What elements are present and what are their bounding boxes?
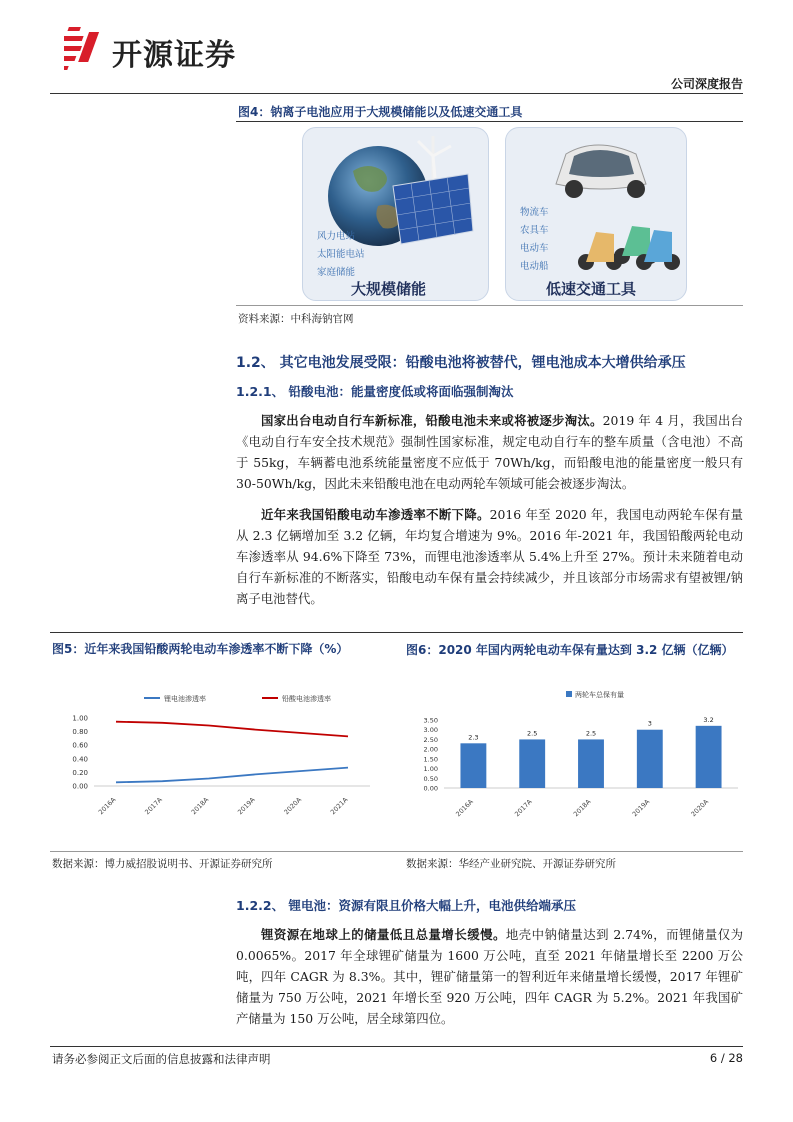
y-tick-label: 3.00 <box>423 726 438 735</box>
figure5-source: 数据来源：博力威招股说明书、开源证券研究所 <box>52 858 273 870</box>
right-list-item: 物流车 <box>520 207 549 218</box>
bar <box>519 739 545 788</box>
para-text: 2019 年 4 月，我国出台《电动自行车安全技术规范》强制性国家标准，规定电动自行车的整车质量（含电池）不高于 55kg，车辆蓄电池系统能量密度不应低于 70Wh/kg，而铅酸电池的能量密度一般只有 30-50Wh/kg，因此未来铅酸电池在电动两轮车领域可能会被逐步淘汰。 <box>236 413 744 491</box>
data-label: 2.5 <box>585 729 597 738</box>
para-lead: 锂资源在地球上的储量低且总量增长缓慢。 <box>261 927 506 942</box>
x-tick-label: 2017A <box>513 797 534 819</box>
figure6-bar-chart <box>406 680 743 848</box>
x-tick-label: 2018A <box>571 797 593 819</box>
y-tick-label: 1.00 <box>72 714 88 723</box>
figure6-caption: 图6：2020 年国内两轮电动车保有量达到 3.2 亿辆（亿辆） <box>406 643 734 657</box>
para-text: 2016 年至 2020 年，我国电动两轮车保有量从 2.3 亿辆增加至 3.2 亿辆，年均复合增速为 9%。2016 年-2021 年，我国铅酸两轮电动车渗透率从 94.6%下降至 73%，而锂电池渗透率从 5.4%上升至 27%。预计未来随着电动自行车新标准的不断落实，铅酸电动车保有量会持续减少，并且该部分市场需求有望被锂/钠离子电池替代。 <box>236 507 743 606</box>
para-text: 地壳中钠储量达到 2.74%，而锂储量仅为 0.0065%。2017 年全球锂矿储量为 1600 万公吨，直至 2021 年储量增长至 2200 万公吨，四年 CAGR 为 8.3%。其中，锂矿储量第一的智利近年来储量增长缓慢，2017 年锂矿储量为 750 万公吨，2021 年增长至 920 万公吨，四年 CAGR 为 5.2%。2021 年我国矿产储量为 150 万公吨，居全球第四位。 <box>236 927 743 1026</box>
bar <box>460 743 486 788</box>
y-tick-label: 1.50 <box>423 755 438 764</box>
x-tick-label: 2017A <box>143 795 164 817</box>
section-1-2-2-body <box>236 924 743 1029</box>
y-tick-label: 3.50 <box>423 716 438 725</box>
section-1-2-1-body <box>236 410 743 609</box>
y-tick-label: 0.80 <box>72 728 88 737</box>
x-tick-label: 2021A <box>328 795 350 817</box>
figure5-caption: 图5：近年来我国铅酸两轮电动车渗透率不断下降（%） <box>52 642 349 656</box>
figure6-source: 数据来源：华经产业研究院、开源证券研究所 <box>406 858 616 870</box>
figures-bottom-rule <box>50 851 743 852</box>
figure4-left-panel <box>302 127 489 301</box>
page-number: 6 / 28 <box>709 1051 743 1065</box>
data-label: 3.2 <box>703 715 714 724</box>
para-lead: 国家出台电动自行车新标准，铅酸电池未来或将被逐步淘汰。 <box>261 413 603 428</box>
figure4-top-rule <box>236 121 743 122</box>
paragraph <box>236 924 743 1029</box>
figure4-caption: 图4：钠离子电池应用于大规模储能以及低速交通工具 <box>238 105 523 119</box>
x-tick-label: 2016A <box>96 795 118 817</box>
y-tick-label: 0.60 <box>72 741 88 750</box>
paragraph <box>236 410 743 494</box>
y-tick-label: 1.00 <box>423 765 438 774</box>
figure4-bottom-rule <box>236 305 743 306</box>
x-tick-label: 2019A <box>236 795 257 817</box>
figure4-left-list <box>317 228 365 282</box>
series-line <box>116 722 348 737</box>
legend-swatch <box>566 691 572 697</box>
section-1-2-2-heading: 1.2.2、 锂电池：资源有限且价格大幅上升，电池供给端承压 <box>236 898 576 913</box>
header <box>0 0 793 100</box>
legend-label: 两轮车总保有量 <box>575 691 624 699</box>
figure4-right-panel <box>505 127 687 301</box>
y-tick-label: 0.40 <box>72 755 88 764</box>
right-list-item: 农具车 <box>520 225 549 236</box>
left-list-item: 太阳能电站 <box>317 249 365 260</box>
x-tick-label: 2018A <box>189 795 211 817</box>
y-tick-label: 2.50 <box>423 735 438 744</box>
y-tick-label: 0.20 <box>72 768 88 777</box>
y-tick-label: 0.00 <box>423 784 438 793</box>
legend-label: 锂电池渗透率 <box>164 695 206 703</box>
paragraph <box>236 504 743 609</box>
left-list-item: 家庭储能 <box>317 267 356 278</box>
footer-rule <box>50 1046 743 1047</box>
left-list-item: 风力电站 <box>317 231 356 242</box>
logo-icon <box>64 24 108 72</box>
bar <box>578 739 604 788</box>
report-type: 公司深度报告 <box>670 77 743 91</box>
bar <box>696 726 722 788</box>
figure4-right-list <box>520 204 549 276</box>
footer-disclaimer: 请务必参阅正文后面的信息披露和法律声明 <box>52 1052 271 1066</box>
right-list-item: 电动车 <box>520 243 549 254</box>
x-tick-label: 2020A <box>689 797 711 819</box>
logo-text: 开源证券 <box>112 38 236 73</box>
figure4-right-title: 低速交通工具 <box>546 280 637 298</box>
section-1-2-1-heading: 1.2.1、 铅酸电池：能量密度低或将面临强制淘汰 <box>236 384 514 399</box>
section-1-2-heading: 1.2、 其它电池发展受限：铅酸电池将被替代，锂电池成本大增供给承压 <box>236 355 686 371</box>
x-tick-label: 2016A <box>454 797 475 819</box>
figure4-source: 资料来源：中科海钠官网 <box>238 313 354 325</box>
figures-top-rule <box>50 632 743 633</box>
figure5-line-chart <box>52 680 392 848</box>
data-label: 3 <box>647 719 652 728</box>
y-tick-label: 2.00 <box>423 745 438 754</box>
x-tick-label: 2020A <box>282 795 304 817</box>
legend-label: 铅酸电池渗透率 <box>282 695 331 703</box>
right-list-item: 电动船 <box>520 261 549 272</box>
para-lead: 近年来我国铅酸电动车渗透率不断下降。 <box>261 507 490 522</box>
series-line <box>116 768 348 783</box>
y-tick-label: 0.50 <box>423 774 438 783</box>
figure4-left-title: 大规模储能 <box>351 280 427 298</box>
data-label: 2.5 <box>527 729 538 738</box>
header-rule <box>50 93 743 94</box>
x-tick-label: 2019A <box>630 797 652 819</box>
data-label: 2.3 <box>468 733 479 742</box>
bar <box>637 730 663 788</box>
y-tick-label: 0.00 <box>72 782 88 791</box>
